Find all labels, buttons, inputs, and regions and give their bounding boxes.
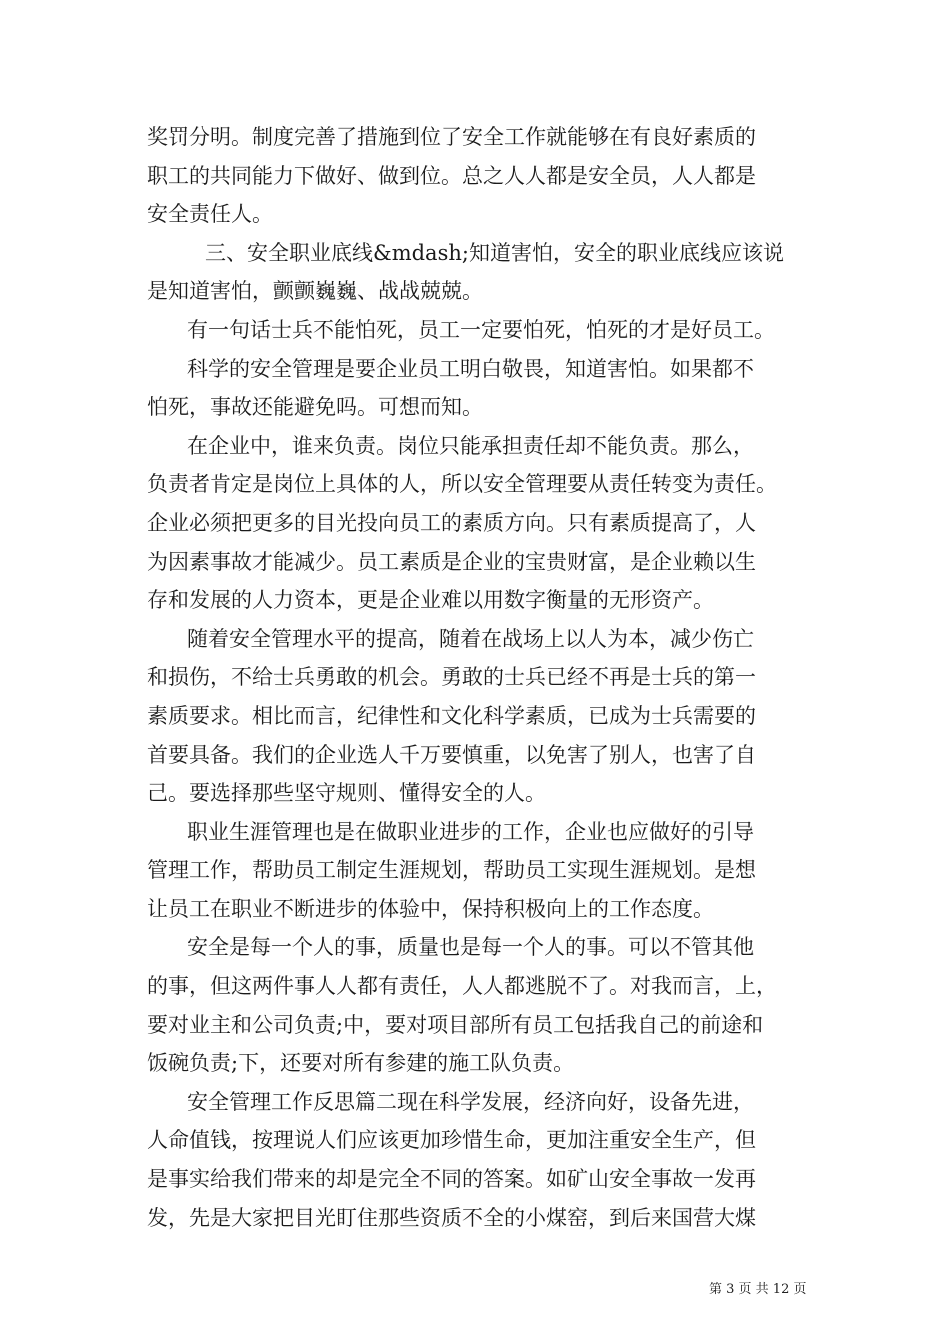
text-line: 管理工作，帮助员工制定生涯规划，帮助员工实现生涯规划。是想: [147, 858, 756, 883]
text-line: 是事实给我们带来的却是完全不同的答案。如矿山安全事故一发再: [147, 1167, 756, 1192]
text-line: 职业生涯管理也是在做职业进步的工作，企业也应做好的引导: [187, 819, 754, 844]
text-line: 人命值钱，按理说人们应该更加珍惜生命，更加注重安全生产，但: [147, 1128, 756, 1153]
text-line: 为因素事故才能减少。员工素质是企业的宝贵财富，是企业赖以生: [147, 549, 756, 574]
text-line: 职工的共同能力下做好、做到位。总之人人都是安全员，人人都是: [147, 163, 756, 188]
text-line: 怕死，事故还能避免吗。可想而知。: [147, 395, 483, 420]
text-line: 奖罚分明。制度完善了措施到位了安全工作就能够在有良好素质的: [147, 125, 756, 149]
text-line: 的事，但这两件事人人都有责任，人人都逃脱不了。对我而言，上，: [147, 974, 777, 999]
text-line: 让员工在职业不断进步的体验中，保持积极向上的工作态度。: [147, 896, 714, 921]
text-line: 安全是每一个人的事，质量也是每一个人的事。可以不管其他: [187, 935, 754, 960]
text-line: 三、安全职业底线&mdash;知道害怕，安全的职业底线应该说: [205, 240, 784, 265]
text-line: 己。要选择那些坚守规则、懂得安全的人。: [147, 781, 546, 806]
text-line: 素质要求。相比而言，纪律性和文化科学素质，已成为士兵需要的: [147, 703, 756, 728]
text-line: 存和发展的人力资本，更是企业难以用数字衡量的无形资产。: [147, 588, 714, 613]
text-line: 要对业主和公司负责;中，要对项目部所有员工包括我自己的前途和: [147, 1012, 764, 1037]
text-line: 负责者肯定是岗位上具体的人，所以安全管理要从责任转变为责任。: [147, 472, 777, 497]
text-line: 科学的安全管理是要企业员工明白敬畏，知道害怕。如果都不: [187, 356, 754, 381]
text-line: 饭碗负责;下，还要对所有参建的施工队负责。: [147, 1051, 575, 1076]
text-line: 安全管理工作反思篇二现在科学发展，经济向好，设备先进，: [187, 1089, 754, 1114]
text-line: 首要具备。我们的企业选人千万要慎重，以免害了别人，也害了自: [147, 742, 756, 767]
text-line: 发，先是大家把目光盯住那些资质不全的小煤窑，到后来国营大煤: [147, 1205, 756, 1230]
text-line: 是知道害怕，颤颤巍巍、战战兢兢。: [147, 279, 483, 304]
text-line: 企业必须把更多的目光投向员工的素质方向。只有素质提高了，人: [147, 510, 756, 535]
text-line: 在企业中，谁来负责。岗位只能承担责任却不能负责。那么，: [187, 433, 754, 458]
text-line: 有一句话士兵不能怕死，员工一定要怕死，怕死的才是好员工。: [187, 317, 775, 342]
text-line: 随着安全管理水平的提高，随着在战场上以人为本，减少伤亡: [187, 626, 754, 651]
text-line: 安全责任人。: [147, 202, 273, 227]
body-text: [147, 118, 809, 1237]
text-line: 和损伤，不给士兵勇敢的机会。勇敢的士兵已经不再是士兵的第一: [147, 665, 756, 690]
page-number-footer: 第 3 页 共 12 页: [709, 1282, 807, 1297]
